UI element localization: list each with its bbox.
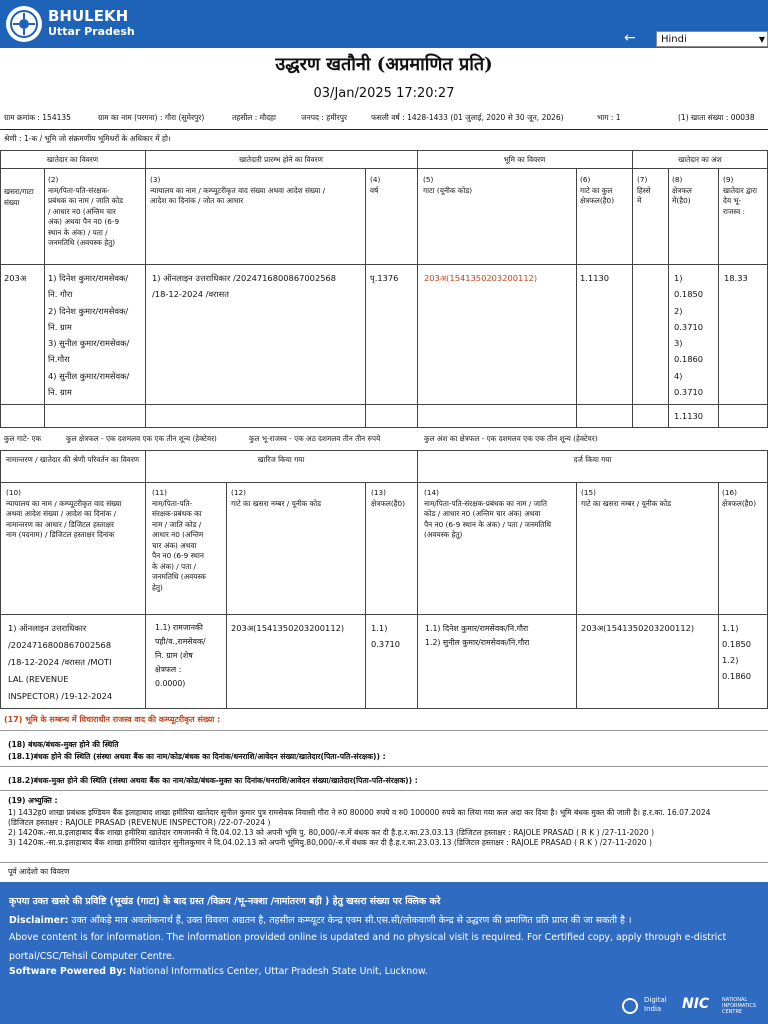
section-19-remarks: 1) 1432ह0 शाखा प्रबंधक इण्डियन बैंक इलाहाबाद शाखा हमीरिया खातेदार सुनील कुमार पुत्र रामसेवक निवासी गौरा ने रु0 80000 रुपये व रु0 100000 रुपये का लिया गया कल अदा कर दिया है। भूमि बंधक मुक्त की जाती है। ह.र.का. 16.07.2024 (डिजिटल हस्ताक्षर : RAJOLE PRASAD (REVENUE INSPECTOR) /22-07-2024 ) 2) 1420क.-सा.प्र.इलाहाबाद बैंक शाखा हमीरिया खातेदार रामजानकी ने दि.04.02.13 को अपनी भूमि पु. 80,000/-रु.में बंधक कर दी है.ह.र.का.23.03.13 (डिजिटल हस्ताक्षर : RAJOLE PRASAD ( R K ) /27-11-2020 ) 3) 1420क.-सा.प्र.इलाहाबाद बैंक शाखा हमीरिया खातेदार सुनीलकुमार ने दि.04.02.13 को अपनी भूमियु.80,000/-रु.में बंधक कर दी है.ह.र.का.23.03.13 (डिजिटल हस्ताक्षर : RAJOLE PRASAD ( R K ) /27-11-2020 ): [8, 808, 711, 847]
part: भाग : 1: [597, 113, 621, 122]
footer-panel: [0, 882, 768, 1024]
tehsil: तहसील : मौदहा: [232, 113, 276, 122]
total-share-words: कुल अंश का क्षेत्रफल - एक दशमलव एक एक तीन शून्य (हेक्टेयर): [424, 434, 598, 443]
group-header-added: दर्ज किया गया: [573, 455, 612, 464]
col-header-year: (4) वर्ष: [370, 175, 381, 195]
brand-subtitle: Uttar Pradesh: [48, 25, 135, 38]
disclaimer: Disclaimer: उक्त आँकड़े मात्र अवलोकनार्थ हैं, उक्त विवरण अद्यतन है, तहसील कम्प्यूटर केन्द्र एवम सी.एस.सी/लोकवाणी केन्द्र से उद्धरण की प्रमाणित प्रति प्राप्त की जा सकती है ।: [9, 915, 632, 926]
up-emblem-icon: [6, 6, 42, 42]
powered-by: Software Powered By: National Informatics Center, Uttar Pradesh State Unit, Lucknow.: [9, 966, 428, 977]
added-area: 1.1) 0.1850 1.2) 0.1860: [722, 623, 752, 681]
removed-area: 1.1) 0.3710: [371, 623, 401, 649]
page-title: उद्धरण खतौनी (अप्रमाणित प्रति): [275, 54, 493, 75]
khasra-number: 203अ: [4, 273, 27, 283]
section-19-title: (19) अभ्युक्ति :: [8, 796, 58, 805]
village-name: ग्राम का नाम (परगना) : गौरा (सुमेरपुर): [98, 113, 205, 122]
top-header: [0, 0, 768, 48]
category: श्रेणी : 1-क / भूमि जो संक्रमणीय भूमिधरों के अधिकार में हो।: [4, 134, 171, 143]
added-khasra: 203अ(1541350203200112): [581, 623, 695, 633]
revenue-value: 18.33: [724, 273, 748, 283]
col-header-owner-name: (2) नाम/पिता-पति-संरक्षक- प्रबंधक का नाम / जाति कोड / आधार न0 (अन्तिम चार अंक) अथवा पैन न0 (6-9 स्थान के अंक) / पता / जनमतिथि (अवयस्क हेतु): [48, 175, 124, 247]
total-area-words: कुल क्षेत्रफल - एक दशमलव एक एक तीन शून्य (हेक्टेयर): [66, 434, 217, 443]
group-header-land: भूमि का विवरण: [503, 155, 546, 164]
english-info-2: portal/CSC/Tehsil Computer Centre.: [9, 951, 175, 962]
col-header-added-area: (16) क्षेत्रफल(है0): [722, 488, 757, 508]
language-select[interactable]: [656, 31, 768, 47]
col-header-khasra: खसरा/गाटा संख्या: [4, 187, 34, 207]
brand: [48, 8, 135, 39]
nic-logo: NIC: [682, 996, 710, 1012]
col-header-added-owner: (14) नाम/पिता-पति-संरक्षक-प्रबंधक का नाम / जाति कोड / आधार न0 (अन्तिम चार अंक) अथवा पैन न0 (6-9 स्थान के अंक) / पता / जनमतिथि (अवयस्क हेतु): [424, 488, 551, 539]
col-header-mutation-order: (10) न्यायालय का नाम / कम्प्यूटरीकृत वाद संख्या अथवा आदेश संख्या / आदेश का दिनांक / नामान्तरण का आधार / डिजिटल हस्ताक्षर नाम (पदनाम) / डिजिटल हस्ताक्षर दिनांक: [6, 488, 122, 539]
village-code: ग्राम क्रमांक : 154135: [4, 113, 71, 122]
col-header-area: (8) क्षेत्रफल में(है0): [672, 175, 692, 205]
added-owner: 1.1) दिनेश कुमार/रामसेवक/नि.गौरा 1.2) सुनील कुमार/रामसेवक/नि.गौरा: [425, 624, 530, 647]
divider: [0, 129, 768, 130]
previous-orders: पूर्व आदेशो का विवरण: [8, 867, 70, 876]
datetime: 03/Jan/2025 17:20:27: [313, 86, 455, 101]
section-18-1: (18.1)बंधक होने की स्थिति (संस्था अथवा बैंक का नाम/कोड/बंधक का दिनांक/धनराशि/आवेदन संख्या/खातेदार(पिता-पति-संरक्षक)) :: [8, 752, 386, 761]
col-header-share: (7) हिस्से में: [637, 175, 651, 205]
fasli-year: फसली वर्ष : 1428-1433 (01 जुलाई, 2020 से 30 जून, 2026): [371, 113, 564, 122]
col-header-court-order: (3) न्यायालय का नाम / कम्प्यूटरीकृत वाद संख्या अथवा आदेश संख्या / आदेश का दिनांक / जोत का आधार: [150, 175, 326, 205]
click-instruction: कृपया उक्त खसरे की प्रविष्टि (भूखंड (गाटा) के बाद ग्रस्त /विक्रय /भू-नक्शा /नामांतरण बही ) हेतु खसरा संख्या पर क्लिक करे: [9, 896, 441, 907]
section-18: (18) बंधक/बंधक-मुक्त होने की स्थिति: [8, 740, 119, 749]
total-area-value: 1.1130: [580, 273, 610, 283]
khata-number: (1) खाता संख्या : 00038: [678, 113, 755, 122]
col-header-added-khasra: (15) गाटे का खसरा नम्बर / यूनीक कोड: [581, 488, 672, 508]
group-header-owner: खातेदार का विवरण: [46, 155, 99, 164]
owner-list: 1) दिनेश कुमार/रामसेवक/ नि. गौरा 2) दिनेश कुमार/रामसेवक/ नि. ग्राम 3) सुनील कुमार/रामसेवक/ नि.गौरा 4) सुनील कुमार/रामसेवक/ नि. ग्राम: [48, 273, 130, 398]
group-header-ownership-start: खातेदारी प्रारम्भ होने का विवरण: [239, 155, 323, 164]
col-header-removed-owner: (11) नाम/पिता-पति- संरक्षक-प्रबंधक का नाम / जाति कोड / आधार न0 (अन्तिम चार अंक) अथवा पैन न0 (6-9 स्थान के अंक) / पता / जनमतिथि (अवयस्क हेतु): [152, 488, 206, 592]
year-value: पृ.1376: [370, 273, 399, 283]
removed-owner: 1.1) रामजानकी पही/व.,रामसेवक/ नि. ग्राम (शेष क्षेत्रफल : 0.0000): [155, 623, 206, 688]
english-info-1: Above content is for information. The information provided online is updated and no physical visit is required. For Certified copy, apply through e-district: [9, 932, 727, 943]
col-header-removed-khasra: (12) गाटे का खसरा नम्बर / यूनीक कोड: [231, 488, 322, 508]
total-gata: कुल गाटे- एक: [4, 434, 42, 443]
digital-india-label: Digital India: [644, 996, 667, 1013]
back-arrow-icon[interactable]: ←: [624, 30, 636, 46]
total-revenue-words: कुल भू-राजस्व - एक अठ दशमलव तीन तीन रुपये: [249, 434, 381, 443]
group-header-share: खातेदार का अंश: [678, 155, 722, 164]
language-selected: Hindi: [661, 34, 687, 45]
mutation-order: 1) ऑनलाइन उत्तराधिकार /202471680086700256​8 /18-12-2024 /वरासत /MOTI LAL (REVENUE INSPECTOR) /19-12-2024: [8, 623, 113, 701]
section-18-2: (18.2)बंधक-मुक्त होने की स्थिति (संस्था अथवा बैंक का नाम/कोड/बंधक-मुक्त का दिनांक/धनराशि/आवेदन संख्या/खातेदार(पिता-पति-संरक्षक)) :: [8, 776, 418, 785]
col-header-revenue: (9) खातेदार द्वारा देय भू- राजस्व :: [723, 175, 758, 216]
group-header-mutation: नामान्तरण / खातेदार की श्रेणी परिवर्तन का विवरण: [5, 455, 140, 464]
group-header-removed: खारिज किया गया: [257, 455, 305, 464]
col-header-removed-area: (13) क्षेत्रफल(है0): [371, 488, 406, 508]
share-list: 1) 0.1850 2) 0.3710 3) 0.1860 4) 0.3710: [674, 273, 704, 398]
district: जनपद : हमीरपुर: [301, 113, 348, 122]
brand-title: BHULEKH: [48, 7, 129, 25]
section-17: (17) भूमि के सम्बन्ध में विचाराधीन राजस्व वाद की कम्प्यूटरीकृत संख्या :: [4, 715, 221, 724]
chevron-down-icon: ▼: [758, 35, 765, 44]
total-share-area: 1.1130: [674, 411, 704, 421]
gata-link[interactable]: 203अ(1541350203200112): [424, 273, 538, 283]
col-header-gata: (5) गाटा (यूनीक कोड): [423, 175, 473, 195]
nic-label: NATIONAL INFORMATICS CENTRE: [722, 997, 757, 1015]
order-detail: 1) ऑनलाइन उत्तराधिकार /202471680086700256​8 /18-12-2024 /वरासत: [152, 273, 337, 299]
digital-india-icon: [622, 998, 638, 1014]
removed-khasra: 203अ(1541350203200112): [231, 623, 345, 633]
col-header-total-area: (6) गाटे का कुल क्षेत्रफल(है0): [580, 175, 615, 205]
